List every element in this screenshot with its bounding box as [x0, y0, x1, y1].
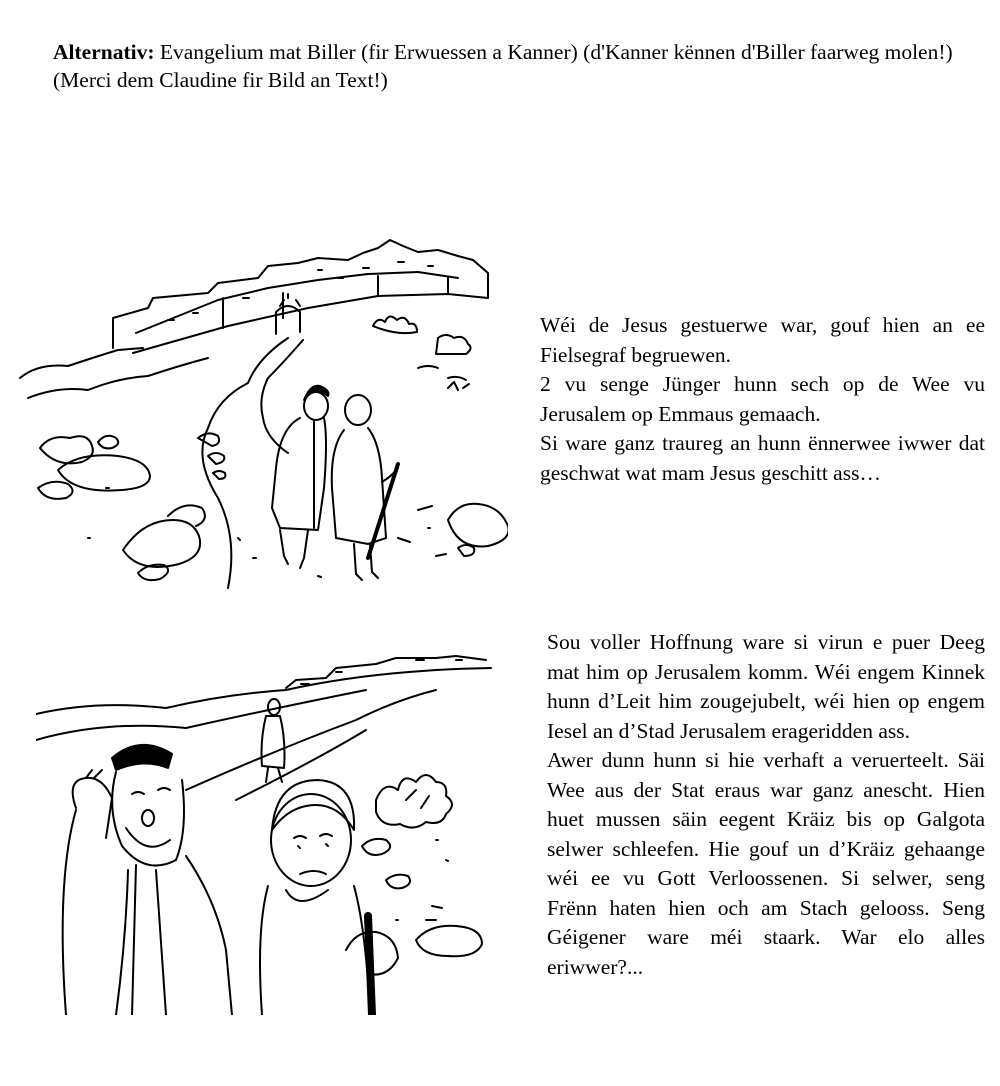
- panel1-text: [540, 311, 985, 488]
- panel2-text: [547, 628, 985, 982]
- panel1-paragraph: 2 vu senge Jünger hunn sech op de Wee vu Jerusalem op Emmaus gemaach.: [540, 372, 985, 426]
- page-header: [53, 38, 973, 94]
- panel1-paragraph: Wéi de Jesus gestuerwe war, gouf hien an ee Fielsegraf begruewen.: [540, 313, 985, 367]
- header-title: Evangelium mat Biller (fir Erwuessen a Kanner) (d'Kanner kënnen d'Biller faarweg molen!): [154, 40, 953, 64]
- header-credit: (Merci dem Claudine fir Bild an Text!): [53, 68, 388, 92]
- panel2-paragraph: Sou voller Hoffnung ware si virun e puer Deeg mat him op Jerusalem komm. Wéi engem Kinnek hunn d’Leit him zougejubelt, wéi hien op engem Iesel an d’Stad Jerusalem erageridden ass.: [547, 630, 985, 743]
- illustration-disciples-leaving-city: [18, 238, 508, 590]
- panel1-paragraph: Si ware ganz traureg an hunn ënnerwee iwwer dat geschwat wat mam Jesus geschitt ass…: [540, 431, 985, 485]
- panel2-paragraph: Awer dunn hunn si hie verhaft a veruerteelt. Säi Wee aus der Stat eraus war ganz anescht. Hien huet mussen säin eegent Kräiz bis op Galgota selwer schleefen. Hie gouf un d’Kräiz gehaange wéi ee vu Gott Verloossenen. Si selwer, seng Frënn haten hien och am Stach gelooss. Seng Géigener ware méi staark. War elo alles eriwwer?...: [547, 748, 985, 979]
- illustration-disciples-on-road: [36, 650, 511, 1015]
- header-label: Alternativ:: [53, 40, 155, 64]
